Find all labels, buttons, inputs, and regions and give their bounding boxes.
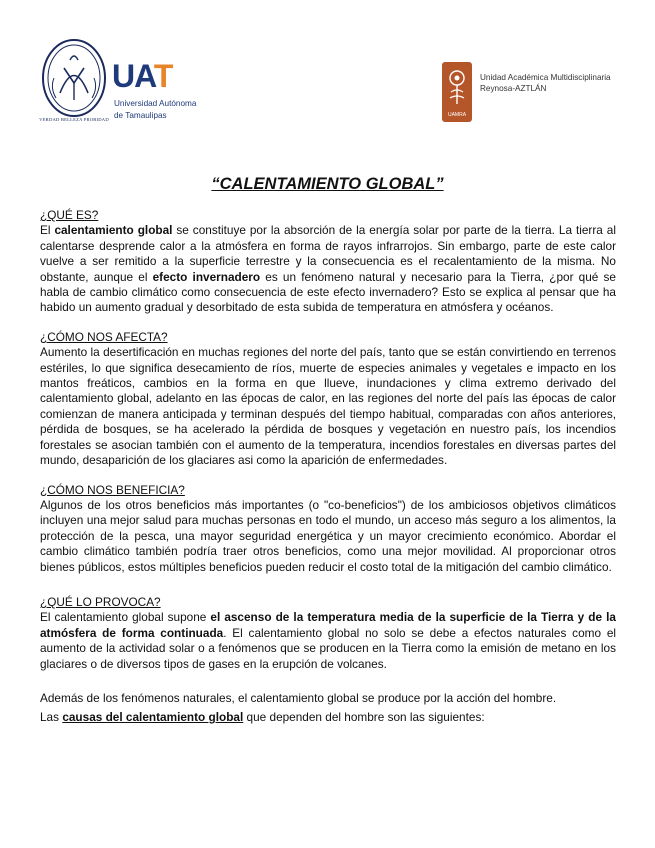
paragraph-accion-hombre: Además de los fenómenos naturales, el calentamiento global se produce por la acción del hombre. [40,690,557,705]
paragraph-como-beneficia: Algunos de los otros beneficios más importantes (o "co-beneficios") de los ambiciosos objetivos climáticos incluyen una mejor salud para muchas personas en todo el mundo, un acceso más seguro a los alimentos, la protección de la pesca, una mayor seguridad energética y un mayor crecimiento económico. Abordar el cambio climático también podría traer otros beneficios, como una mejor movilidad. Al proporcionar otros bienes públicos, estos múltiples beneficios pueden reducir el costo total de la mitigación del cambio climático. [40,497,616,574]
paragraph-que-es: El calentamiento global se constituye por la absorción de la energía solar por parte de la tierra. La tierra al calentarse desprende calor a la atmósfera en forma de rayos infrarrojos. Sin embargo, parte de este calor vuelve a ser remitido a la superficie terrestre y la consecuencia es el recalentamiento de la misma. No obstante, aunque el efecto invernadero es un fenómeno natural y necesario para la Tierra, ¿por qué se habla de cambio climático como consecuencia de este efecto invernadero? Esto se explica al pensar que ha habido un aumento gradual y desorbitado de esta subida de temperatura en atmósfera y océanos. [40,223,616,315]
document-title: “CALENTAMIENTO GLOBAL” [211,175,444,193]
seal-caption: VERDAD BELLEZA PROBIDAD [39,117,109,122]
section-heading-como-beneficia: ¿CÓMO NOS BENEFICIA? [40,482,185,497]
uamra-emblem-logo [442,62,472,122]
paragraph-como-afecta: Aumento la desertificación en muchas regiones del norte del país, tanto que se están convirtiendo en terrenos estériles, lo que significa desecamiento de ríos, muerte de especies animales y vegetales e impacto en los mantos freáticos, cambios en la forma en que llueve, inundaciones y clima extremo derivado del calentamiento global, adelanto en las épocas de calor, en las regiones del norte del país las épocas de calor comienzan de manera anticipada y terminan después del tiempo habitual, comparadas con años anteriores, pérdida de bosques, se ha acelerado la pérdida de bosques y vegetación en nuestro país, los incendios forestales se asocian también con el aumento de la temperatura, incendios forestales en diversas partes del mundo, desaparición de los glaciares asi como la aparición de enfermedades. [40,345,616,468]
document-body [40,208,616,726]
uat-name: Universidad Autónoma de Tamaulipas [114,99,197,120]
uat-wordmark: UAT [112,58,173,94]
section-heading-que-es: ¿QUÉ ES? [40,208,99,222]
section-heading-como-afecta: ¿CÓMO NOS AFECTA? [40,329,168,344]
document-header [0,0,655,140]
university-seal-logo [40,38,108,126]
section-heading-que-provoca: ¿QUÉ LO PROVOCA? [40,594,161,609]
paragraph-causas: Las causas del calentamiento global que dependen del hombre son las siguientes: [40,710,485,725]
paragraph-que-provoca: El calentamiento global supone el ascenso de la temperatura media de la superficie de la Tierra y de la atmósfera de forma continuada. El calentamiento global no solo se debe a efectos naturales como el aumento de la actividad solar o a fenómenos que se producen en la Tierra como la emisión de metano en los glaciares o de diversos tipos de gases en la erupción de volcanes. [40,610,616,671]
causas-emphasis: causas del calentamiento global [62,710,244,725]
uat-logo [112,60,207,128]
emblem-caption: UAMRA [447,112,467,118]
academic-unit-name: Unidad Académica Multidisciplinaria Reynosa-AZTLÁN [480,73,611,93]
